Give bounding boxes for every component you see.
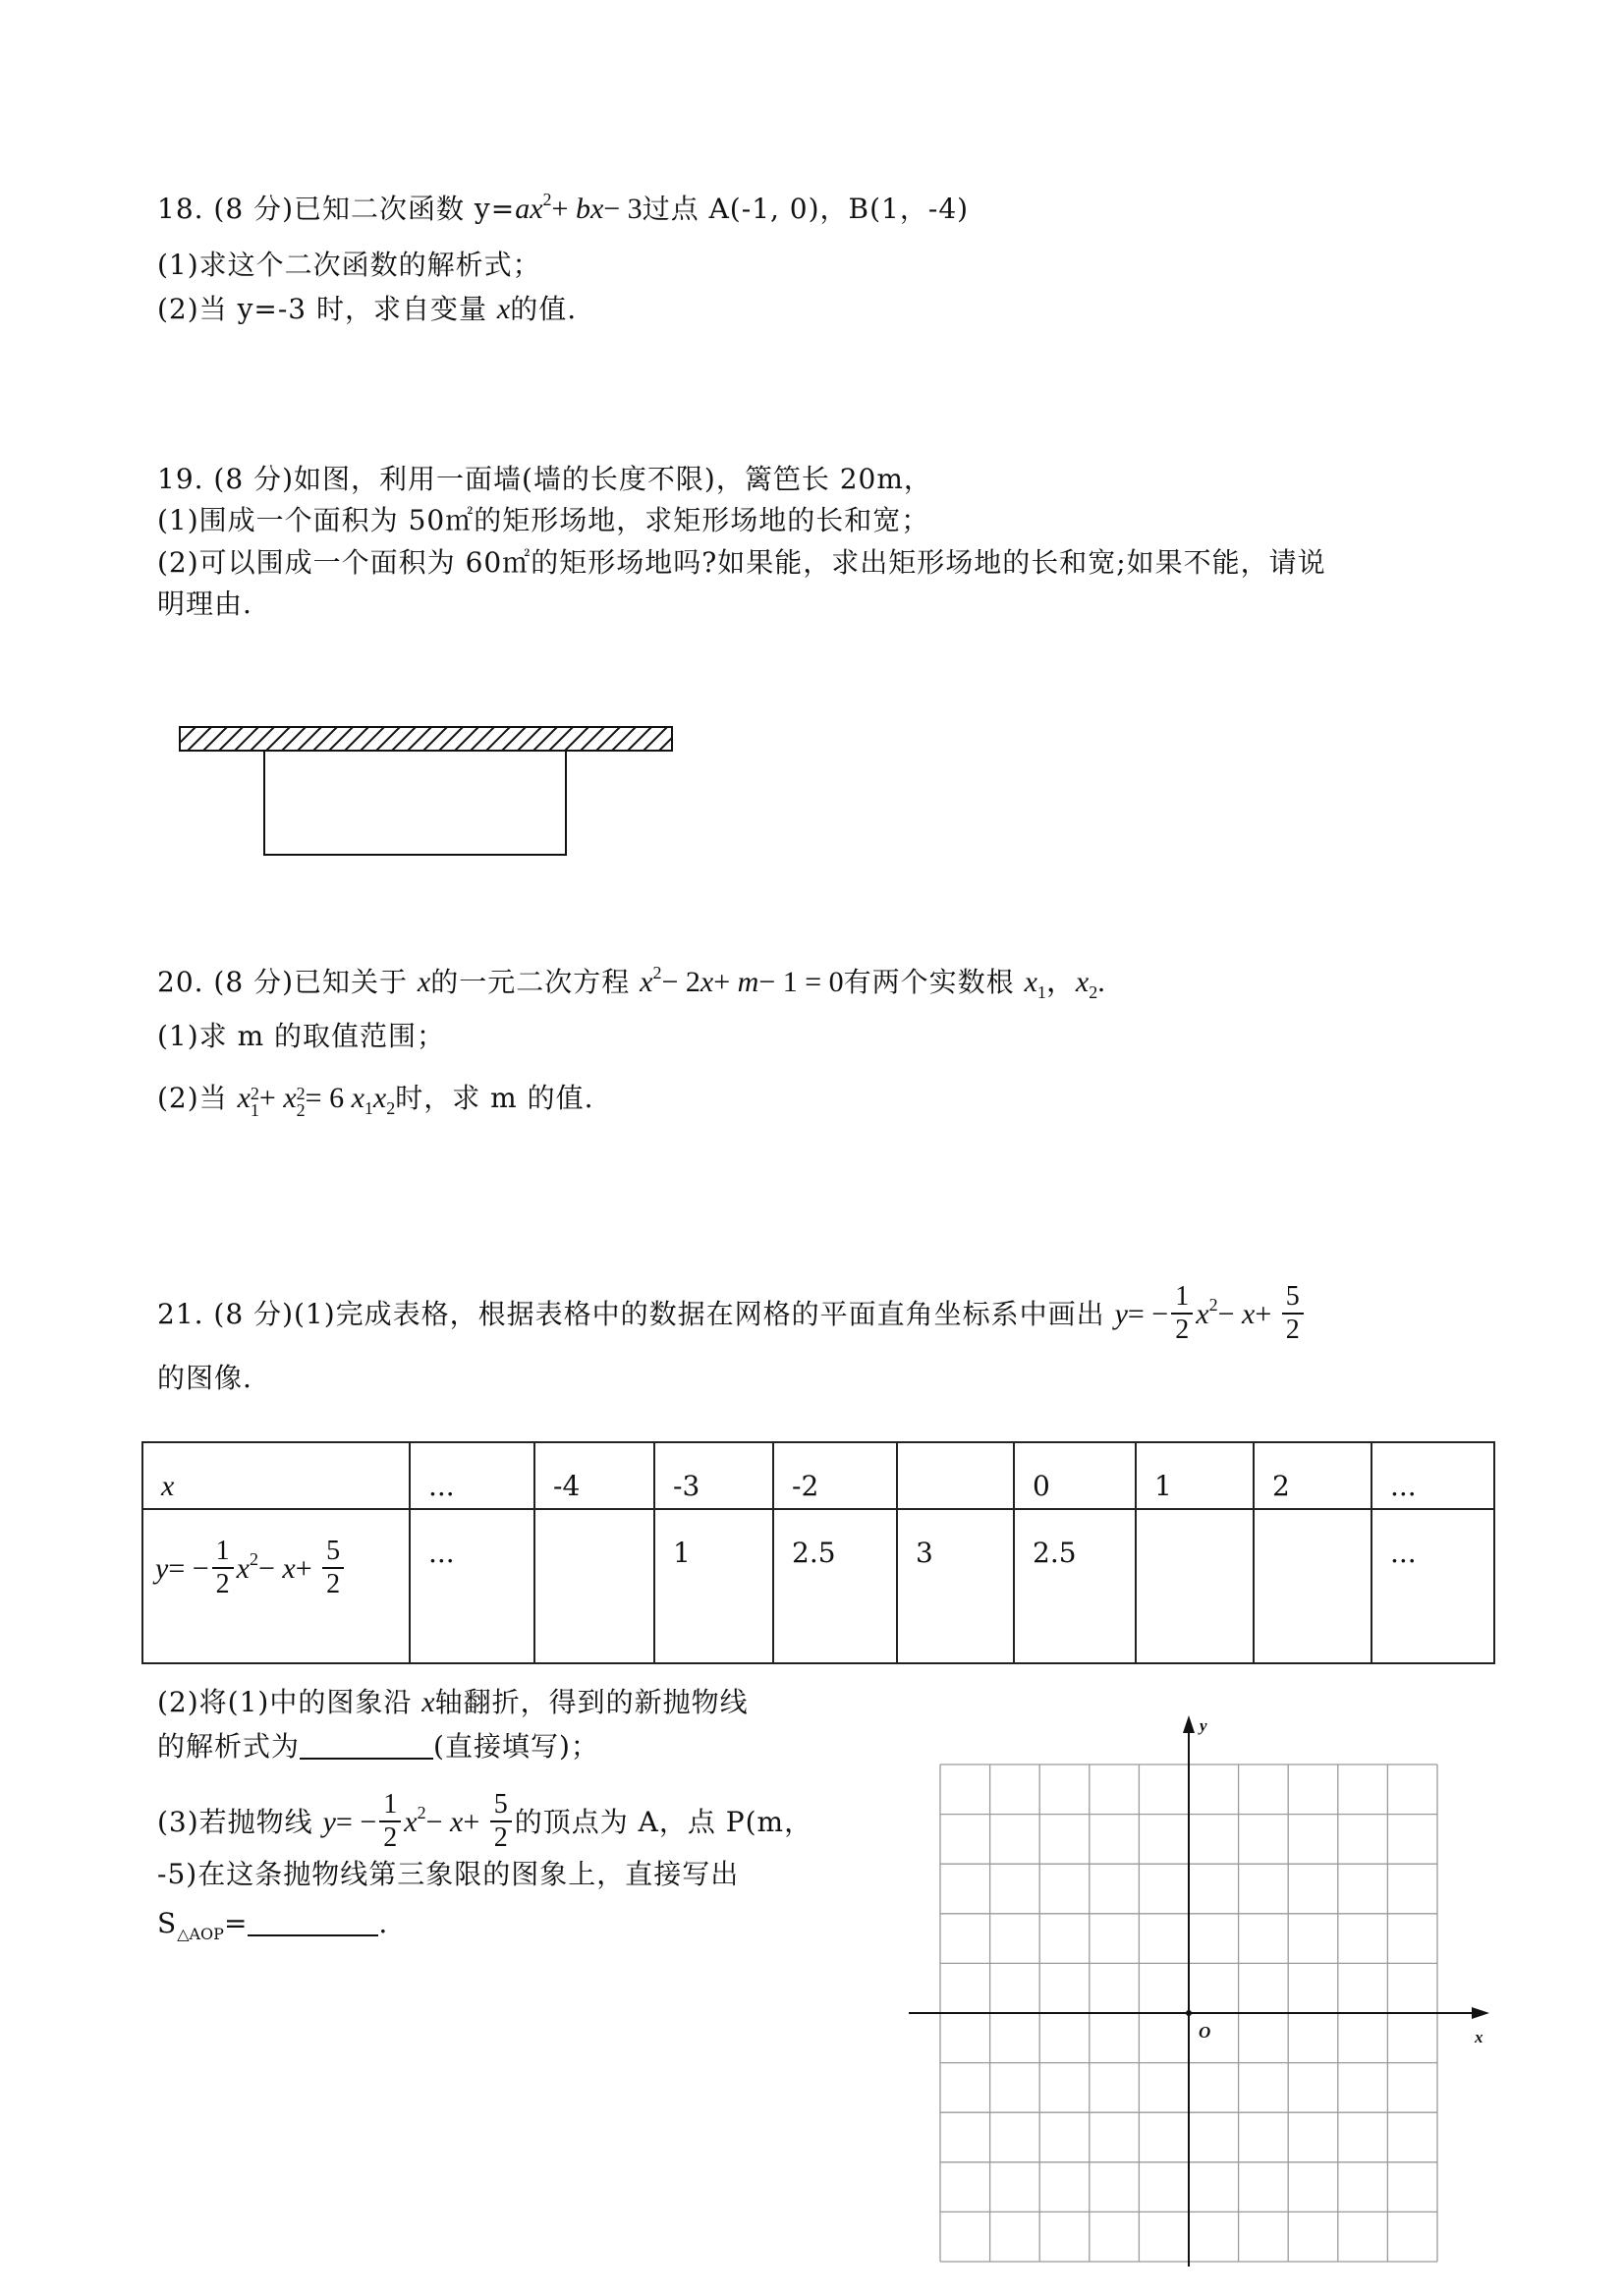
q20-lead: 20. (8 分)已知关于 [157,966,418,998]
math-operator: + [551,193,576,225]
fraction-denominator: 2 [1285,1315,1300,1345]
q19-part2-line1 [157,545,1326,589]
origin-dot [1186,2010,1192,2016]
period: . [378,1907,389,1939]
fraction-five-halves [322,1536,344,1600]
math-subscript: 2 [386,1098,396,1118]
table-cell-x: ... [1371,1442,1494,1509]
q21-stem-lead: 21. (8 分)(1)完成表格，根据表格中的数据在网格的平面直角坐标系中画出 [157,1298,1115,1330]
area-symbol: S [157,1907,178,1939]
table-row-y [142,1509,1494,1663]
math-subscript: 2 [1089,982,1098,1002]
q21-part3-line3 [157,1906,388,1952]
fraction-denominator: 2 [383,1822,398,1853]
math-var-x: x [1075,966,1090,998]
math-sup-sub [251,1086,259,1119]
table-cell-x: -3 [654,1442,773,1509]
table-cell-y: 2.5 [1014,1509,1136,1663]
math-var-x: x [450,1806,464,1838]
q21-part3-tail: 的顶点为 A，点 P(m， [514,1806,813,1838]
table-cell-y [1254,1509,1371,1663]
math-var-x: x [237,1082,251,1114]
math-operator: − [425,1806,450,1838]
math-exponent: 2 [296,1084,306,1103]
q19-stem-text: 19. (8 分)如图，利用一面墙(墙的长度不限)，篱笆长 20m， [157,463,932,495]
q20-part1 [157,1019,445,1063]
wall-hatching [172,727,683,751]
fraction-one-half [212,1536,234,1600]
fraction-denominator: 2 [215,1569,230,1599]
fence-rectangle [264,751,566,855]
math-operator: = − [335,1806,377,1838]
q20-part2-lead: (2)当 [157,1082,238,1114]
origin-label: O [1199,2023,1211,2042]
math-var-x: x [700,966,714,998]
math-operator: + [295,1552,320,1585]
q19-stem [157,462,932,506]
math-operator: + [1255,1298,1279,1330]
table-cell-y: 2.5 [773,1509,897,1663]
math-exponent: 2 [250,1549,258,1569]
math-exponent: 2 [542,190,552,209]
table-cell-y: ... [410,1509,534,1663]
fraction-numerator: 1 [1171,1281,1193,1315]
math-operator: − [1217,1298,1242,1330]
table-cell-y [1136,1509,1254,1663]
math-var-x: x [1024,966,1037,998]
q20-part1-text: (1)求 m 的取值范围； [157,1020,446,1052]
q19-part2-line2 [157,587,252,631]
math-operator: − 2 [661,966,700,998]
math-operator: − [258,1552,283,1585]
math-exponent: 2 [417,1803,426,1822]
q18-part2 [157,292,577,336]
math-operator: − 3 [603,193,643,225]
q19-part1-text: (1)围成一个面积为 50㎡的矩形场地，求矩形场地的长和宽； [157,504,930,536]
math-operator: = − [168,1552,209,1585]
math-exponent: 2 [652,963,662,982]
math-var-m: m [737,966,759,998]
math-exponent: 2 [250,1084,259,1103]
q21-part3-line2 [157,1857,739,1901]
table-cell-x: ... [410,1442,534,1509]
area-subscript: △AOP [177,1925,224,1943]
equals-sign: = [223,1907,249,1939]
fraction-denominator: 2 [1175,1315,1190,1345]
q18-tail: 过点 A(-1, 0)，B(1，-4) [642,193,970,225]
q21-part2-line1 [157,1685,749,1729]
math-var-y: y [155,1552,169,1585]
table-cell-y [534,1509,654,1663]
q18-lead: 18. (8 分)已知二次函数 y= [157,193,516,225]
math-operator: = 6 [305,1082,352,1114]
math-separator: ， [1045,966,1076,998]
fraction-numerator: 5 [1282,1281,1304,1315]
q21-part3-lead: (3)若抛物线 [157,1806,323,1838]
wall-fence-diagram [172,722,683,862]
q20-mid: 的一元二次方程 [430,966,641,998]
table-cell-x: 0 [1014,1442,1136,1509]
fraction-numerator: 5 [322,1536,344,1569]
math-operator: + [713,966,738,998]
fraction-denominator: 2 [493,1822,508,1853]
table-cell-x: -4 [534,1442,654,1509]
table-cell-x: -2 [773,1442,897,1509]
q18-part2-lead: (2)当 y=-3 时，求自变量 [157,293,497,325]
answer-blank [248,1909,378,1936]
x-axis-arrow [1472,2007,1489,2019]
fraction-one-half [379,1789,401,1854]
q20-part2 [157,1081,594,1126]
q21-stem [157,1265,1307,1363]
table-header-x: x [142,1442,410,1509]
q21-stem-cont [157,1361,252,1405]
q21-part2-tail: 轴翻折，得到的新抛物线 [434,1686,749,1718]
math-operator: = − [1127,1298,1169,1330]
math-var-y: y [1114,1298,1128,1330]
y-axis-label: y [1200,1716,1207,1735]
q20-roots-lead: 有两个实数根 [843,966,1025,998]
fraction-five-halves [490,1789,512,1854]
q21-part2-line2 [157,1729,599,1773]
q19-part2-text: (2)可以围成一个面积为 60㎡的矩形场地吗?如果能，求出矩形场地的长和宽;如果不能，请说 [157,546,1326,579]
fraction-denominator: 2 [326,1569,341,1599]
q20-stem [157,955,1105,1010]
math-subscript: 1 [250,1100,259,1120]
math-exponent: 2 [1208,1295,1218,1315]
math-var-x: x [372,1082,387,1114]
answer-blank [300,1732,433,1760]
q18-part1 [157,248,541,292]
fraction-numerator: 5 [490,1789,512,1822]
math-var-x: x [236,1552,250,1585]
table-cell-x [897,1442,1014,1509]
hatch-line [172,727,180,751]
math-subscript: 2 [296,1100,306,1120]
value-table [141,1441,1495,1664]
q21-part2-answer-tail: (直接填写)； [433,1730,599,1763]
math-term: bx [575,193,604,225]
math-var-x: x [1196,1298,1209,1330]
q21-part2-answer-lead: 的解析式为 [157,1730,301,1763]
fraction-five-halves [1282,1281,1304,1346]
math-var-x: x [421,1686,435,1718]
math-var-x: x [496,293,511,325]
q20-part2-tail: 时，求 m 的值. [395,1082,594,1114]
x-axis-label: x [1475,2028,1483,2046]
q21-part2-lead: (2)将(1)中的图象沿 [157,1686,422,1718]
table-cell-y: ... [1371,1509,1494,1663]
table-header-y [142,1509,410,1663]
fraction-one-half [1171,1281,1193,1346]
math-period: . [1097,966,1105,998]
math-subscript: 1 [1036,982,1046,1002]
math-sup-sub [297,1086,306,1119]
table-cell-x: 1 [1136,1442,1254,1509]
q19-part1 [157,503,929,547]
q18-part2-tail: 的值. [510,293,578,325]
fraction-numerator: 1 [379,1789,401,1822]
math-subscript: 1 [364,1098,373,1118]
q19-part2-text-cont: 明理由. [157,588,252,620]
math-operator: + [258,1082,284,1114]
math-var-y: y [322,1806,336,1838]
math-var-x: x [1241,1298,1256,1330]
math-operator: + [463,1806,487,1838]
table-cell-y: 3 [897,1509,1014,1663]
fraction-numerator: 1 [212,1536,234,1569]
math-var-x: x [351,1082,364,1114]
y-axis-arrow [1183,1715,1195,1733]
math-var-x: x [417,966,431,998]
math-var-x: x [283,1082,297,1114]
hatch-line [675,727,683,751]
table-cell-y: 1 [654,1509,773,1663]
table-row-x [142,1442,1494,1509]
table-cell-x: 2 [1254,1442,1371,1509]
math-term: ax [515,193,543,225]
coordinate-grid [884,1700,1513,2279]
math-operator: − 1 = 0 [758,966,844,998]
q21-stem-tail: 的图像. [157,1362,252,1394]
math-var-x: x [404,1806,418,1838]
math-var-x: x [640,966,653,998]
q18-stem [157,182,969,236]
q18-part1-text: (1)求这个二次函数的解析式； [157,249,541,281]
math-var-x: x [282,1552,296,1585]
q21-part3-text: -5)在这条抛物线第三象限的图象上，直接写出 [157,1858,740,1890]
